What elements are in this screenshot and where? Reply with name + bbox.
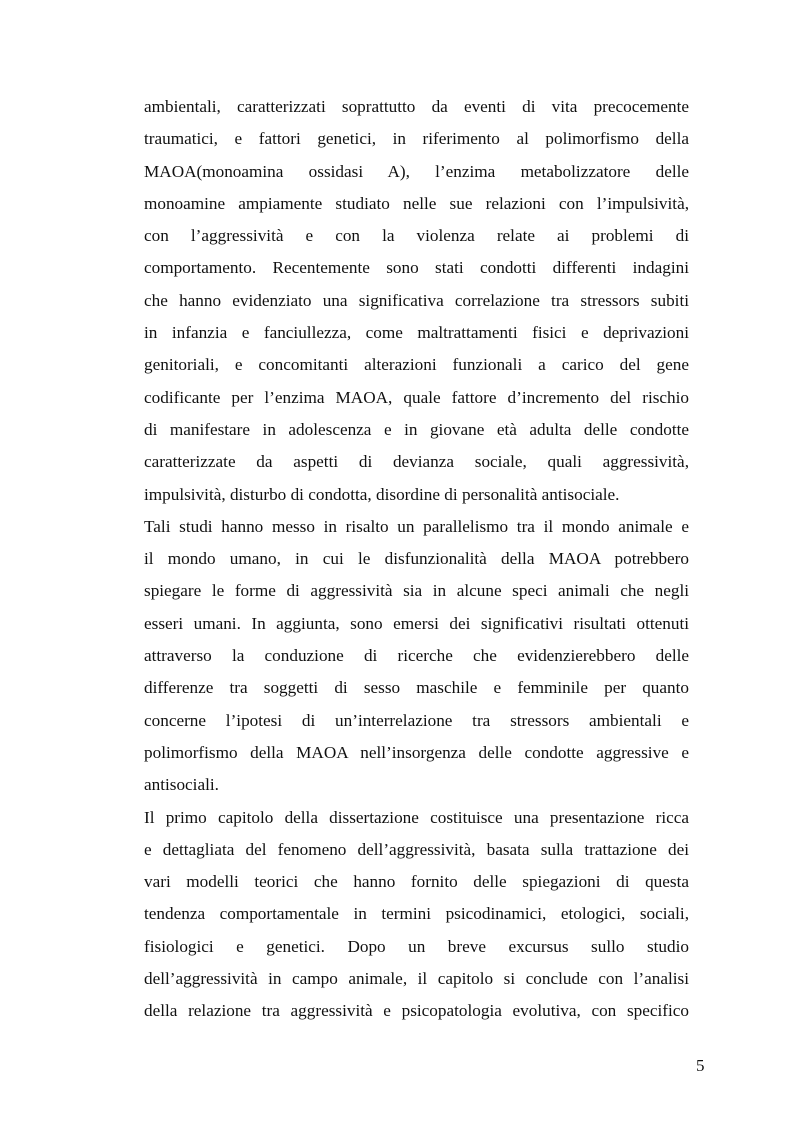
text-line: con l’aggressività e con la violenza relate ai problemi di (144, 226, 689, 246)
body-text (144, 91, 689, 1028)
text-line: impulsività, disturbo di condotta, disordine di personalità antisociale. (144, 484, 620, 504)
text-line: che hanno evidenziato una significativa correlazione tra stressors subiti (144, 290, 689, 310)
text-line: di manifestare in adolescenza e in giovane età adulta delle condotte (144, 419, 689, 439)
text-line: fisiologici e genetici. Dopo un breve excursus sullo studio (144, 936, 689, 956)
text-line: monoamine ampiamente studiato nelle sue relazioni con l’impulsività, (144, 193, 689, 213)
text-line: attraverso la conduzione di ricerche che evidenzierebbero delle (144, 646, 689, 666)
text-line: Il primo capitolo della dissertazione costituisce una presentazione ricca (144, 807, 689, 827)
text-line: polimorfismo della MAOA nell’insorgenza delle condotte aggressive e (144, 742, 689, 762)
text-line: ambientali, caratterizzati soprattutto da eventi di vita precocemente (144, 97, 689, 116)
text-line: codificante per l’enzima MAOA, quale fattore d’incremento del rischio (144, 387, 689, 407)
text-line: Tali studi hanno messo in risalto un parallelismo tra il mondo animale e (144, 516, 689, 536)
text-line: traumatici, e fattori genetici, in riferimento al polimorfismo della (144, 129, 689, 149)
page-number: 5 (696, 1056, 705, 1075)
text-line: in infanzia e fanciullezza, come maltrattamenti fisici e deprivazioni (144, 323, 689, 343)
text-line: antisociali. (144, 775, 219, 795)
text-line: MAOA(monoamina ossidasi A), l’enzima metabolizzatore delle (144, 161, 689, 181)
text-line: il mondo umano, in cui le disfunzionalità della MAOA potrebbero (144, 549, 689, 569)
text-line: genitoriali, e concomitanti alterazioni funzionali a carico del gene (144, 355, 689, 375)
text-line: tendenza comportamentale in termini psicodinamici, etologici, sociali, (144, 904, 689, 924)
text-line: concerne l’ipotesi di un’interrelazione tra stressors ambientali e (144, 710, 689, 730)
text-line: dell’aggressività in campo animale, il capitolo si conclude con l’analisi (144, 969, 689, 989)
text-line: esseri umani. In aggiunta, sono emersi dei significativi risultati ottenuti (144, 613, 689, 633)
text-line: caratterizzate da aspetti di devianza sociale, quali aggressività, (144, 452, 689, 472)
text-line: spiegare le forme di aggressività sia in alcune speci animali che negli (144, 581, 689, 601)
text-line: vari modelli teorici che hanno fornito delle spiegazioni di questa (144, 872, 689, 892)
text-line: della relazione tra aggressività e psicopatologia evolutiva, con specifico (144, 1001, 689, 1021)
text-line: e dettagliata del fenomeno dell’aggressività, basata sulla trattazione dei (144, 839, 689, 859)
text-line: comportamento. Recentemente sono stati condotti differenti indagini (144, 258, 689, 278)
text-line: differenze tra soggetti di sesso maschile e femminile per quanto (144, 678, 689, 698)
